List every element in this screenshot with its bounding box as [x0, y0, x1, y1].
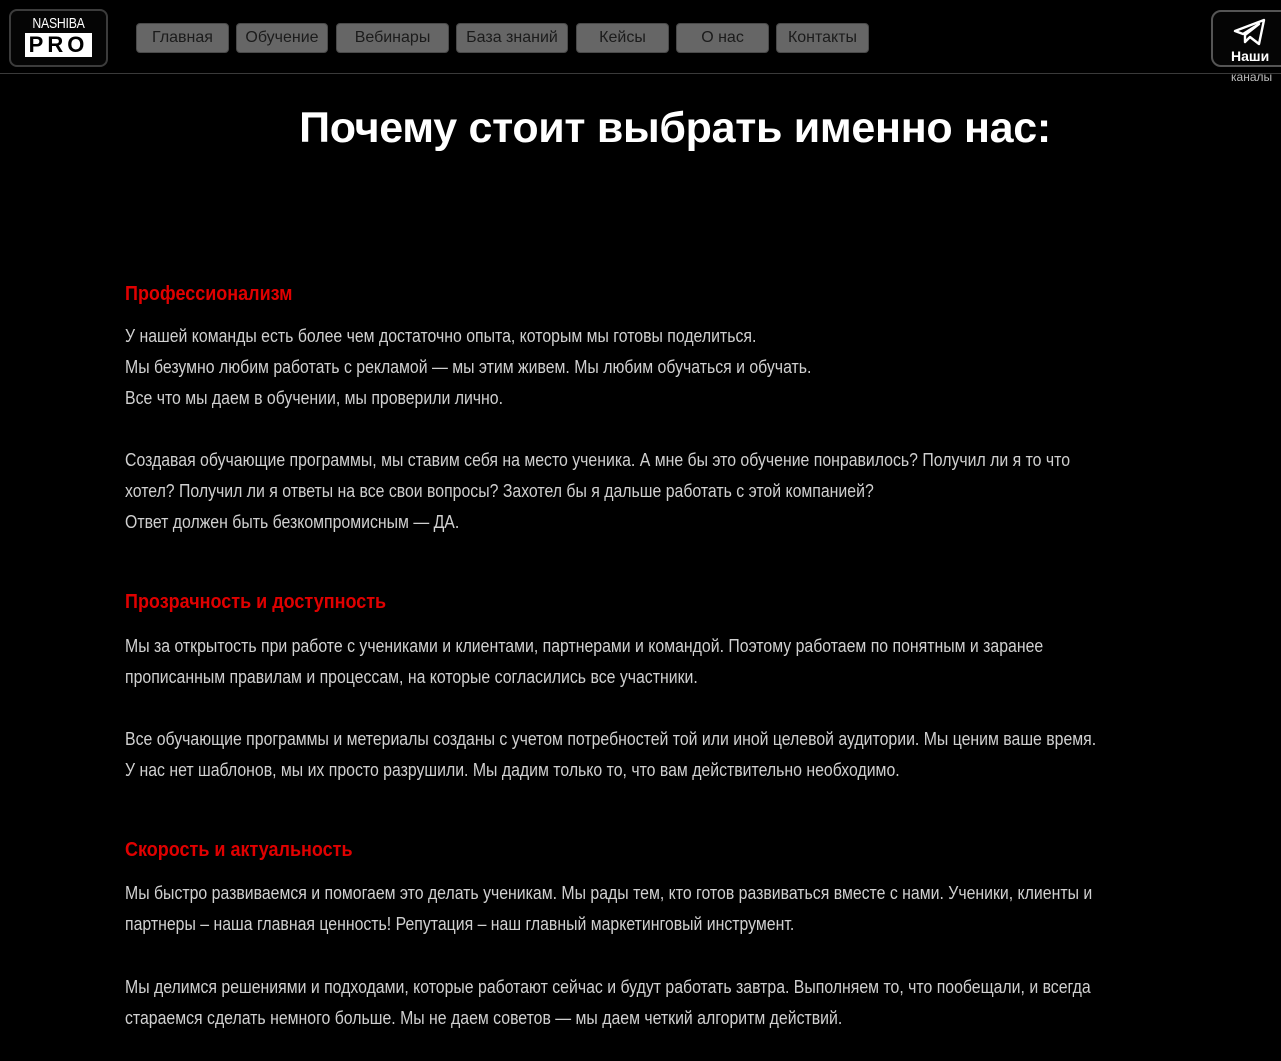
section-paragraph: [125, 878, 1234, 940]
section-heading-speed: Скорость и актуальность: [125, 839, 353, 861]
nav-item-webinars[interactable]: Вебинары: [336, 23, 449, 53]
site-header: [0, 0, 1281, 84]
telegram-button-label: Наши: [1231, 48, 1270, 64]
paragraph-line: прописанным правилам и процессам, на которые согласились все участники.: [125, 667, 698, 687]
site-logo[interactable]: [9, 9, 108, 67]
paragraph-line: Все обучающие программы и метериалы созданы с учетом потребностей той или иной целевой аудитории. Мы ценим ваше время.: [125, 729, 1097, 749]
nav-item-training[interactable]: Обучение: [236, 23, 328, 53]
paragraph-line: Мы быстро развиваемся и помогаем это делать ученикам. Мы рады тем, кто готов развиваться вместе с нами. Ученики, клиенты и: [125, 883, 1093, 903]
page-title: Почему стоит выбрать именно нас:: [299, 104, 1051, 152]
logo-text-top: NASHIBA: [32, 15, 85, 32]
section-paragraph: [125, 972, 1234, 1034]
paragraph-line: У нас нет шаблонов, мы их просто разрушили. Мы дадим только то, что вам действительно необходимо.: [125, 760, 900, 780]
paragraph-line: стараемся сделать немного больше. Мы не даем советов — мы даем четкий алгоритм действий.: [125, 1008, 843, 1028]
nav-item-home[interactable]: Главная: [136, 23, 229, 53]
nav-item-knowledge-base[interactable]: База знаний: [456, 23, 568, 53]
paragraph-line: хотел? Получил ли я ответы на все свои вопросы? Захотел бы я дальше работать с этой компанией?: [125, 481, 874, 501]
telegram-button-label-cut: каналы: [1231, 70, 1273, 84]
nav-item-about[interactable]: О нас: [676, 23, 769, 53]
paragraph-line: партнеры – наша главная ценность! Репутация – наш главный маркетинговый инструмент.: [125, 914, 795, 934]
paragraph-line: Создавая обучающие программы, мы ставим себя на место ученика. А мне бы это обучение понравилось? Получил ли я то что: [125, 450, 1071, 470]
section-heading-professionalism: Профессионализм: [125, 283, 293, 305]
section-paragraph: [125, 724, 1234, 786]
paragraph-line: Мы делимся решениями и подходами, которые работают сейчас и будут работать завтра. Выполняем то, что пообещали, и всегда: [125, 977, 1091, 997]
section-heading-transparency: Прозрачность и доступность: [125, 591, 387, 613]
section-paragraph: [125, 321, 1234, 414]
telegram-icon: [1233, 18, 1267, 46]
paragraph-line: Мы за открытость при работе с учениками и клиентами, партнерами и командой. Поэтому работаем по понятным и заранее: [125, 636, 1044, 656]
nav-item-cases[interactable]: Кейсы: [576, 23, 669, 53]
section-paragraph: [125, 631, 1234, 693]
paragraph-line: Мы безумно любим работать с рекламой — мы этим живем. Мы любим обучаться и обучать.: [125, 357, 812, 377]
paragraph-line: У нашей команды есть более чем достаточно опыта, которым мы готовы поделиться.: [125, 326, 757, 346]
paragraph-line: Ответ должен быть безкомпромисным — ДА.: [125, 512, 460, 532]
logo-text-bottom: PRO: [25, 33, 93, 57]
section-paragraph: [125, 445, 1234, 538]
telegram-channels-button[interactable]: [1211, 10, 1281, 84]
nav-item-contacts[interactable]: Контакты: [776, 23, 869, 53]
paragraph-line: Все что мы даем в обучении, мы проверили лично.: [125, 388, 504, 408]
